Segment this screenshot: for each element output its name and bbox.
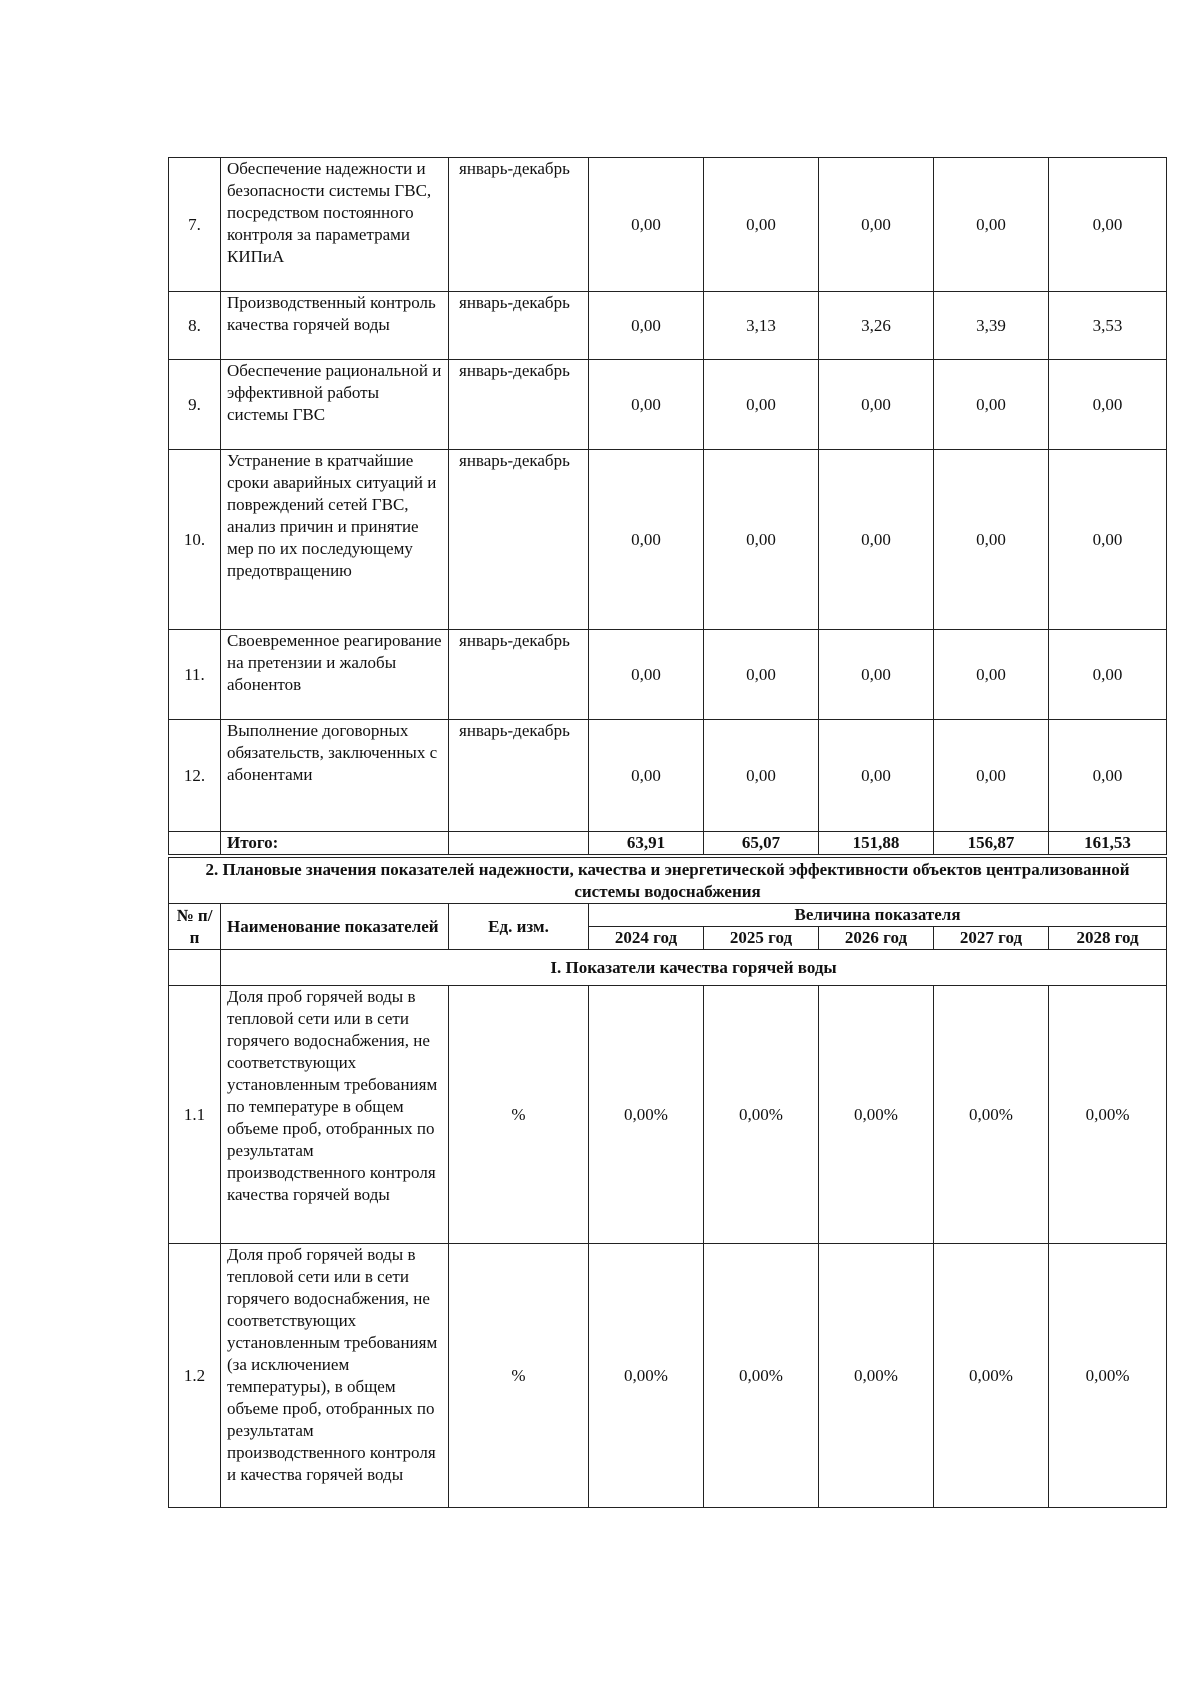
row-number: 11. bbox=[169, 630, 221, 720]
measure-value: 0,00 bbox=[1049, 450, 1167, 630]
measure-value: 0,00 bbox=[704, 360, 819, 450]
total-num-cell bbox=[169, 832, 221, 855]
measure-value: 0,00 bbox=[1049, 158, 1167, 292]
indicator-row bbox=[169, 1244, 1167, 1508]
row-number: 8. bbox=[169, 292, 221, 360]
measure-value: 3,13 bbox=[704, 292, 819, 360]
table-row bbox=[169, 720, 1167, 832]
indicator-row bbox=[169, 986, 1167, 1244]
measure-value: 0,00 bbox=[934, 158, 1049, 292]
measure-name: Обеспечение рациональной и эффективной работы системы ГВС bbox=[221, 360, 449, 450]
indicator-value: 0,00% bbox=[589, 1244, 704, 1508]
row-number: 10. bbox=[169, 450, 221, 630]
measure-value: 0,00 bbox=[819, 450, 934, 630]
measure-value: 0,00 bbox=[1049, 630, 1167, 720]
measure-value: 0,00 bbox=[819, 360, 934, 450]
indicators-table bbox=[168, 857, 1167, 1508]
measure-value: 0,00 bbox=[704, 720, 819, 832]
header-name: Наименование показателей bbox=[221, 904, 449, 950]
subsection-num-cell bbox=[169, 950, 221, 986]
measure-period: январь-декабрь bbox=[449, 360, 589, 450]
measure-period: январь-декабрь bbox=[449, 158, 589, 292]
total-value: 161,53 bbox=[1049, 832, 1167, 855]
indicator-unit: % bbox=[449, 1244, 589, 1508]
header-unit: Ед. изм. bbox=[449, 904, 589, 950]
measure-value: 3,26 bbox=[819, 292, 934, 360]
indicator-value: 0,00% bbox=[704, 1244, 819, 1508]
measure-value: 0,00 bbox=[819, 720, 934, 832]
measure-value: 0,00 bbox=[1049, 720, 1167, 832]
row-number: 7. bbox=[169, 158, 221, 292]
measure-period: январь-декабрь bbox=[449, 630, 589, 720]
measures-table bbox=[168, 157, 1167, 855]
header-year-2024: 2024 год bbox=[589, 927, 704, 950]
header-year-2025: 2025 год bbox=[704, 927, 819, 950]
indicator-value: 0,00% bbox=[819, 1244, 934, 1508]
indicator-value: 0,00% bbox=[704, 986, 819, 1244]
header-num: № п/п bbox=[169, 904, 221, 950]
indicator-name: Доля проб горячей воды в тепловой сети или в сети горячего водоснабжения, не соответствующих установленным требованиям по температуре в общем объеме проб, отобранных по результатам производственного контроля качества горячей воды bbox=[221, 986, 449, 1244]
measure-period: январь-декабрь bbox=[449, 292, 589, 360]
indicator-value: 0,00% bbox=[934, 986, 1049, 1244]
measure-value: 0,00 bbox=[934, 450, 1049, 630]
total-row bbox=[169, 832, 1167, 855]
measure-period: январь-декабрь bbox=[449, 450, 589, 630]
indicator-value: 0,00% bbox=[589, 986, 704, 1244]
measure-value: 0,00 bbox=[589, 720, 704, 832]
indicator-number: 1.2 bbox=[169, 1244, 221, 1508]
measure-value: 0,00 bbox=[819, 158, 934, 292]
header-year-2028: 2028 год bbox=[1049, 927, 1167, 950]
section-2-title: 2. Плановые значения показателей надежности, качества и энергетической эффективности объектов централизованной системы водоснабжения bbox=[169, 858, 1167, 904]
measure-value: 0,00 bbox=[934, 630, 1049, 720]
measure-value: 0,00 bbox=[1049, 360, 1167, 450]
measure-value: 0,00 bbox=[589, 292, 704, 360]
measure-name: Устранение в кратчайшие сроки аварийных ситуаций и повреждений сетей ГВС, анализ причин и принятие мер по их последующему предотвращению bbox=[221, 450, 449, 630]
indicator-value: 0,00% bbox=[1049, 1244, 1167, 1508]
subsection-title: I. Показатели качества горячей воды bbox=[221, 950, 1167, 986]
measure-value: 0,00 bbox=[819, 630, 934, 720]
measure-value: 0,00 bbox=[704, 450, 819, 630]
table-row bbox=[169, 630, 1167, 720]
measure-value: 0,00 bbox=[934, 360, 1049, 450]
indicator-name: Доля проб горячей воды в тепловой сети или в сети горячего водоснабжения, не соответствующих установленным требованиям (за исключением температуры), в общем объеме проб, отобранных по результатам производственного контроля и качества горячей воды bbox=[221, 1244, 449, 1508]
total-value: 156,87 bbox=[934, 832, 1049, 855]
measure-value: 0,00 bbox=[589, 360, 704, 450]
total-value: 65,07 bbox=[704, 832, 819, 855]
header-year-2027: 2027 год bbox=[934, 927, 1049, 950]
total-label: Итого: bbox=[221, 832, 449, 855]
total-value: 63,91 bbox=[589, 832, 704, 855]
measure-period: январь-декабрь bbox=[449, 720, 589, 832]
indicator-number: 1.1 bbox=[169, 986, 221, 1244]
measure-value: 0,00 bbox=[589, 630, 704, 720]
total-value: 151,88 bbox=[819, 832, 934, 855]
measure-value: 0,00 bbox=[934, 720, 1049, 832]
measure-value: 0,00 bbox=[589, 158, 704, 292]
measure-value: 0,00 bbox=[704, 630, 819, 720]
measure-name: Обеспечение надежности и безопасности системы ГВС, посредством постоянного контроля за параметрами КИПиА bbox=[221, 158, 449, 292]
header-year-2026: 2026 год bbox=[819, 927, 934, 950]
table-row bbox=[169, 158, 1167, 292]
row-number: 12. bbox=[169, 720, 221, 832]
measure-value: 0,00 bbox=[704, 158, 819, 292]
header-value-group: Величина показателя bbox=[589, 904, 1167, 927]
table-row bbox=[169, 360, 1167, 450]
measure-name: Выполнение договорных обязательств, заключенных с абонентами bbox=[221, 720, 449, 832]
table-row bbox=[169, 450, 1167, 630]
indicator-value: 0,00% bbox=[819, 986, 934, 1244]
total-period-cell bbox=[449, 832, 589, 855]
indicator-value: 0,00% bbox=[1049, 986, 1167, 1244]
measure-name: Производственный контроль качества горячей воды bbox=[221, 292, 449, 360]
table-row bbox=[169, 292, 1167, 360]
row-number: 9. bbox=[169, 360, 221, 450]
measure-value: 0,00 bbox=[589, 450, 704, 630]
indicator-value: 0,00% bbox=[934, 1244, 1049, 1508]
indicator-unit: % bbox=[449, 986, 589, 1244]
measure-name: Своевременное реагирование на претензии и жалобы абонентов bbox=[221, 630, 449, 720]
measure-value: 3,39 bbox=[934, 292, 1049, 360]
measure-value: 3,53 bbox=[1049, 292, 1167, 360]
